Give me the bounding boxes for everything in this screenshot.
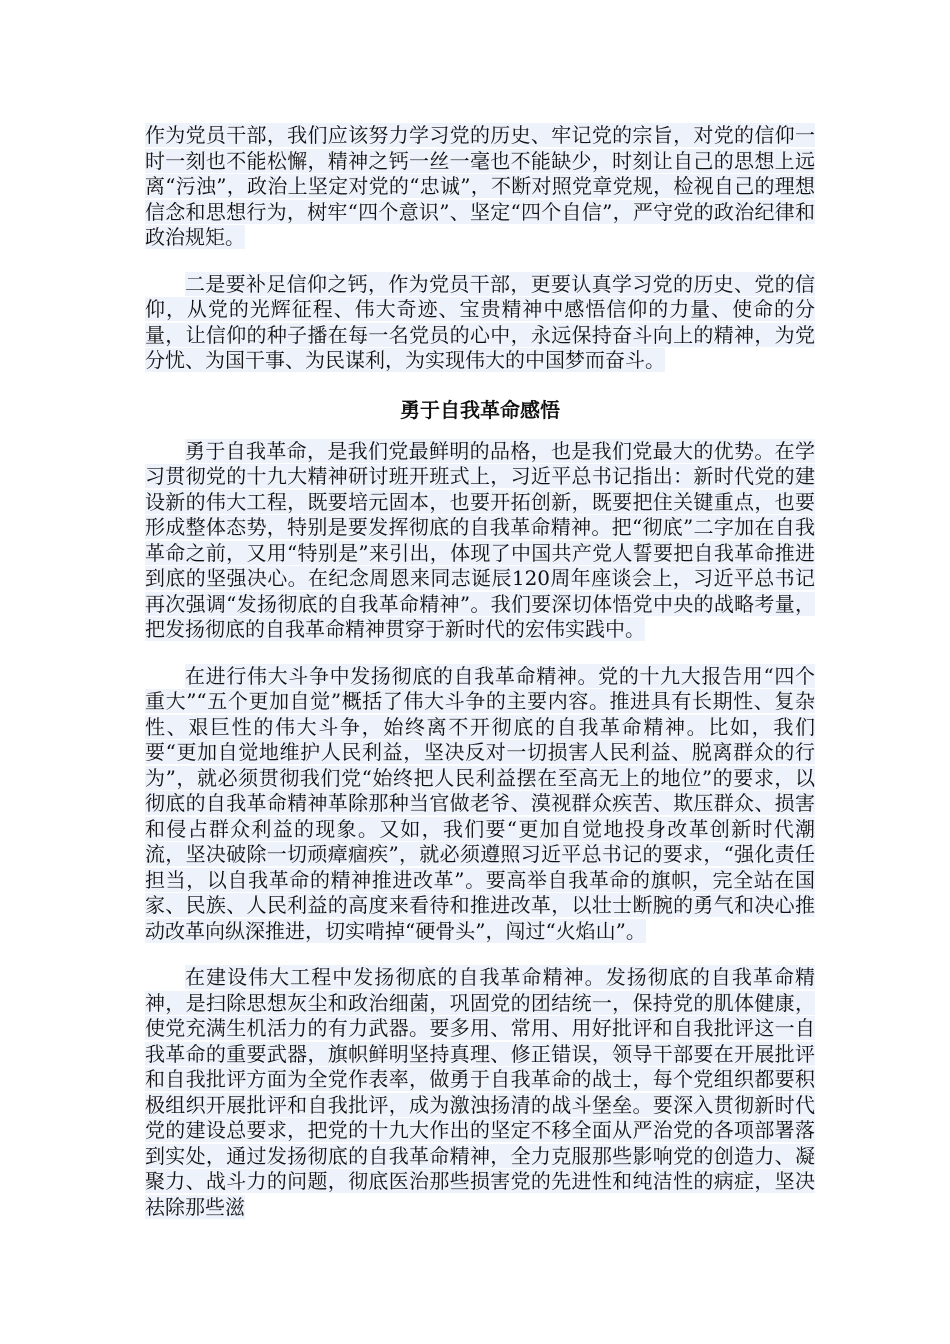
section-heading: 勇于自我革命感悟 (400, 397, 560, 422)
document-page (145, 123, 815, 1241)
paragraph-4-text: 在进行伟大斗争中发扬彻底的自我革命精神。党的十九大报告用“四个重大”“五个更加自觉”概括了伟大斗争的主要内容。推进具有长期性、复杂性、艰巨性的伟大斗争，始终离不开彻底的自我革命精神。比如，我们要“更加自觉地维护人民利益，坚决反对一切损害人民利益、脱离群众的行为”，就必须贯彻我们党“始终把人民利益摆在至高无上的地位”的要求，以彻底的自我革命精神革除那种当官做老爷、漠视群众疾苦、欺压群众、损害和侵占群众利益的现象。又如，我们要“更加自觉地投身改革创新时代潮流，坚决破除一切顽瘴痼疾”，就必须遵照习近平总书记的要求，“强化责任担当，以自我革命的精神推进改革”。要高举自我革命的旗帜，完全站在国家、民族、人民利益的高度来看待和推进改革，以壮士断腕的勇气和决心推动改革向纵深推进，切实啃掉“硬骨头”，闯过“火焰山”。 (145, 663, 815, 943)
paragraph-4 (145, 664, 815, 945)
paragraph-5-text: 在建设伟大工程中发扬彻底的自我革命精神。发扬彻底的自我革命精神，是扫除思想灰尘和政治细菌，巩固党的团结统一，保持党的肌体健康，使党充满生机活力的有力武器。要多用、常用、用好批评和自我批评这一自我革命的重要武器，旗帜鲜明坚持真理、修正错误，领导干部要在开展批评和自我批评方面为全党作表率，做勇于自我革命的战士，每个党组织都要积极组织开展批评和自我批评，成为激浊扬清的战斗堡垒。要深入贯彻新时代党的建设总要求，把党的十九大作出的坚定不移全面从严治党的各项部署落到实处，通过发扬彻底的自我革命精神，全力克服那些影响党的创造力、凝聚力、战斗力的问题，彻底医治那些损害党的先进性和纯洁性的病症，坚决祛除那些滋 (145, 965, 815, 1219)
paragraph-3 (145, 439, 815, 643)
paragraph-1 (145, 123, 815, 251)
paragraph-5 (145, 965, 815, 1220)
paragraph-2 (145, 272, 815, 374)
paragraph-1-text: 作为党员干部，我们应该努力学习党的历史、牢记党的宗旨，对党的信仰一时一刻也不能松懈，精神之钙一丝一毫也不能缺少，时刻让自己的思想上远离“污浊”，政治上坚定对党的“忠诚”，不断对照党章党规，检视自己的理想信念和思想行为，树牢“四个意识”、坚定“四个自信”，严守党的政治纪律和政治规矩。 (145, 123, 815, 249)
paragraph-2-text: 二是要补足信仰之钙，作为党员干部，更要认真学习党的历史、党的信仰，从党的光辉征程、伟大奇迹、宝贵精神中感悟信仰的力量、使命的分量，让信仰的种子播在每一名党员的心中，永远保持奋斗向上的精神，为党分忧、为国干事、为民谋利，为实现伟大的中国梦而奋斗。 (145, 271, 815, 372)
paragraph-3-text: 勇于自我革命，是我们党最鲜明的品格，也是我们党最大的优势。在学习贯彻党的十九大精神研讨班开班式上，习近平总书记指出：新时代党的建设新的伟大工程，既要培元固本，也要开拓创新，既要把住关键重点，也要形成整体态势，特别是要发挥彻底的自我革命精神。把“彻底”二字加在自我革命之前，又用“特别是”来引出，体现了中国共产党人誓要把自我革命推进到底的坚强决心。在纪念周恩来同志诞辰120周年座谈会上，习近平总书记再次强调“发扬彻底的自我革命精神”。我们要深切体悟党中央的战略考量，把发扬彻底的自我革命精神贯穿于新时代的宏伟实践中。 (145, 438, 815, 641)
